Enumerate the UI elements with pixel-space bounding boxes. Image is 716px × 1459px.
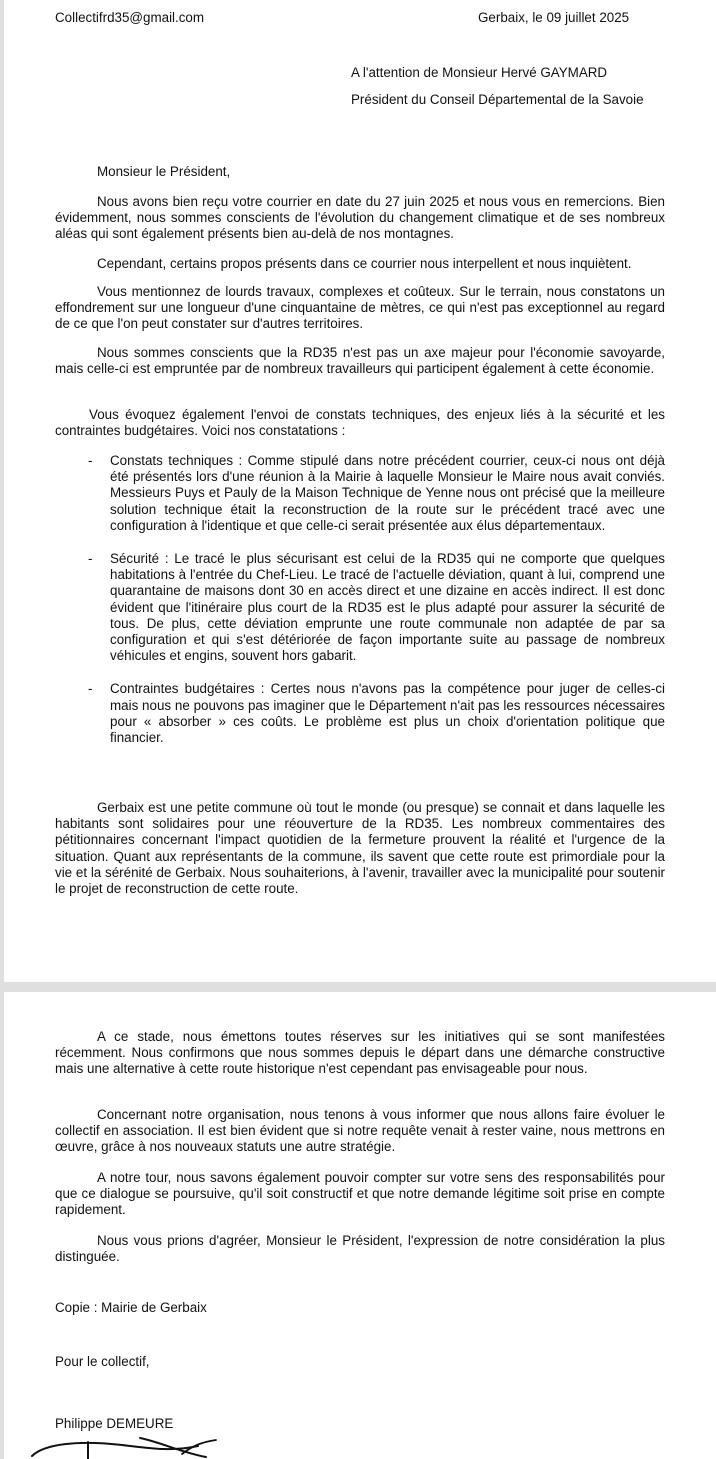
salutation: Monsieur le Président, — [97, 164, 231, 179]
copy-line: Copie : Mairie de Gerbaix — [55, 1300, 207, 1315]
paragraph-closing-formula: Nous vous prions d'agréer, Monsieur le Président, l'expression de notre considération la plus distinguée. — [55, 1233, 665, 1265]
recipient-line-1: A l'attention de Monsieur Hervé GAYMARD — [351, 65, 608, 80]
finding-safety-text: Sécurité : Le tracé le plus sécurisant est celui de la RD35 qui ne comporte que quelques habitations à l'entrée du Chef-Lieu. Le tracé de l'actuelle déviation, quant à lui, comprend une quarantaine de maisons dont 30 en accès direct et une dizaine en accès indirect. Il est donc évident que l'itinéraire plus court de la RD35 est le plus adapté pour assurer la sécurité de tous. De plus, cette déviation emprunte une route communale non adaptée de par sa configuration et qui s'est détériorée de façon importante suite au passage de nombreux véhicules et engins, souvent hors gabarit. — [110, 551, 665, 664]
paragraph-gerbaix: Gerbaix est une petite commune où tout le monde (ou presque) se connait et dans laquelle les habitants sont solidaires pour une réouverture de la RD35. Les nombreux commentaires des pétitionnaires concernant l'impact quotidien de la fermeture prouvent la réalité et l'urgence de la situation. Quant aux représentants de la commune, ils savent que cette route est primordiale pour la vie et la sérénité de Gerbaix. Nous souhaiterions, à l'avenir, travailler avec la municipalité pour soutenir le projet de reconstruction de cette route. — [55, 800, 665, 897]
paragraph-findings-intro: Vous évoquez également l'envoi de constats techniques, des enjeux liés à la sécurité et les contraintes budgétaires. Voici nos constatations : — [55, 407, 665, 439]
findings-list — [55, 453, 665, 763]
bullet-dash: - — [88, 681, 93, 697]
signatory-name: Philippe DEMEURE — [55, 1416, 174, 1431]
finding-budget-text: Contraintes budgétaires : Certes nous n'avons pas la compétence pour juger de celles-ci mais nous ne pouvons pas imaginer que le Département n'ait pas les ressources nécessaires pour « absorber » ces coûts. Le problème est plus un choix d'orientation politique que financier. — [110, 681, 665, 746]
handwritten-signature — [30, 1432, 220, 1459]
recipient-line-2: Président du Conseil Départemental de la Savoie — [351, 92, 644, 107]
paragraph-reserves: A ce stade, nous émettons toutes réserves sur les initiatives qui se sont manifestées récemment. Nous confirmons que nous sommes depuis le départ dans une démarche constructive mais une alternative à cette route historique n'est cependant pas envisageable pour nous. — [55, 1029, 665, 1077]
paragraph-responsibility: A notre tour, nous savons également pouvoir compter sur votre sens des responsabilités pour que ce dialogue se poursuive, qu'il soit constructif et que notre demande légitime soit prise en compte rapidement. — [55, 1170, 665, 1218]
sender-email: Collectifrd35@gmail.com — [55, 10, 205, 25]
letter-page-2 — [4, 992, 716, 1459]
finding-safety — [55, 551, 665, 664]
finding-technical — [55, 453, 665, 534]
closing-line: Pour le collectif, — [55, 1354, 150, 1369]
paragraph-works: Vous mentionnez de lourds travaux, complexes et coûteux. Sur le terrain, nous constatons un effondrement sur une longueur d'une cinquantaine de mètres, ce qui n'est pas exceptionnel au regard de ce que l'on peut constater sur d'autres territoires. — [55, 284, 665, 332]
bullet-dash: - — [88, 551, 93, 567]
place-date: Gerbaix, le 09 juillet 2025 — [478, 10, 630, 25]
finding-technical-text: Constats techniques : Comme stipulé dans notre précédent courrier, ceux-ci nous ont déjà été présentés lors d'une réunion à la Mairie à laquelle Monsieur le Maire nous avait conviés. Messieurs Puys et Pauly de la Maison Technique de Yenne nous ont précisé que la meilleure solution technique était la reconstruction de la route sur le précédent tracé avec une configuration à l'identique et que celle-ci serait présentée aux élus départementaux. — [110, 453, 665, 533]
bullet-dash: - — [88, 453, 93, 468]
paragraph-economy: Nous sommes conscients que la RD35 n'est pas un axe majeur pour l'économie savoyarde, mais celle-ci est empruntée par de nombreux travailleurs qui participent également à cette économie. — [55, 345, 665, 377]
paragraph-association: Concernant notre organisation, nous tenons à vous informer que nous allons faire évoluer le collectif en association. Il est bien évident que si notre requête venait à rester vaine, nous mettrons en œuvre, grâce à nos nouveaux statuts une autre stratégie. — [55, 1107, 665, 1155]
paragraph-thanks: Nous avons bien reçu votre courrier en date du 27 juin 2025 et nous vous en remercions. Bien évidemment, nous sommes conscients de l'évolution du changement climatique et de ses nombreux aléas qui sont également présents bien au-delà de nos montagnes. — [55, 194, 665, 242]
finding-budget — [55, 681, 665, 746]
paragraph-concerns: Cependant, certains propos présents dans ce courrier nous interpellent et nous inquiètent. — [97, 256, 632, 271]
letter-page-1 — [4, 0, 716, 982]
